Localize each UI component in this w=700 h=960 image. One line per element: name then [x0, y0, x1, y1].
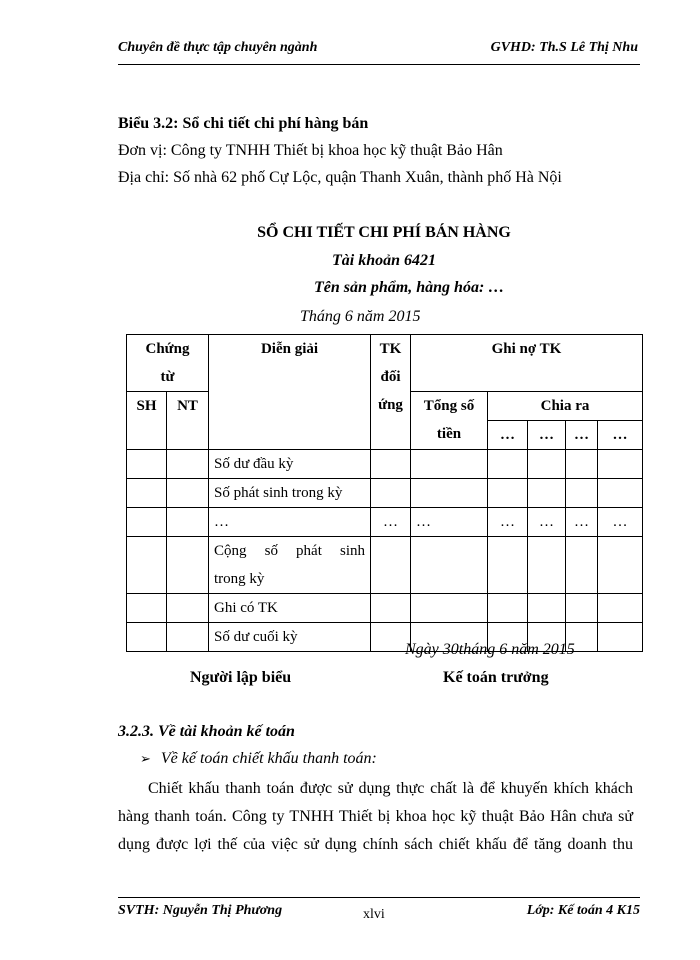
row-label: … — [209, 508, 371, 537]
table-row — [127, 450, 643, 479]
split-col-2: … — [528, 421, 566, 450]
signer-left: Người lập biểu — [190, 669, 292, 686]
footer-right: Lớp: Kế toán 4 K15 — [526, 903, 640, 918]
ledger-date: Ngày 30tháng 6 năm 2015 — [405, 641, 575, 658]
bullet-item: ➢ Về kế toán chiết khấu thanh toán: — [140, 750, 377, 767]
paragraph: Chiết khấu thanh toán được sử dụng thực chất là để khuyến khích khách hàng thanh toán. Công ty TNHH Thiết bị khoa học kỹ thuật Bảo Hân chưa sử dụng được lợi thế của việc sử dụng chính sách chiết khấu để tăng doanh thu — [118, 780, 633, 853]
row-label: Số dư đầu kỳ — [209, 450, 371, 479]
sh-header: SH — [127, 392, 167, 450]
total-header: Tổng số tiền — [411, 392, 488, 450]
row-label: Cộng số phát sinh trong kỳ — [209, 537, 371, 594]
ledger-table — [126, 334, 643, 652]
description-header: Diễn giải — [209, 335, 371, 450]
signer-right: Kế toán trưởng — [443, 669, 549, 686]
ledger-title: SỔ CHI TIẾT CHI PHÍ BÁN HÀNG — [257, 224, 511, 241]
ledger-account: Tài khoản 6421 — [331, 252, 436, 269]
header-rule — [118, 64, 640, 65]
ledger-period: Tháng 6 năm 2015 — [300, 308, 421, 325]
table-row — [127, 594, 643, 623]
contra-account-header: TK đối ứng — [371, 335, 411, 450]
nt-header: NT — [167, 392, 209, 450]
unit-line: Đơn vị: Công ty TNHH Thiết bị khoa học kỹ thuật Bảo Hân — [118, 142, 503, 159]
arrow-bullet-icon: ➢ — [140, 752, 151, 767]
page-number: xlvi — [363, 907, 385, 922]
header-right: GVHD: Th.S Lê Thị Nhu — [490, 40, 638, 55]
footer-left: SVTH: Nguyễn Thị Phương — [118, 903, 283, 918]
table-row: … … … … … … … — [127, 508, 643, 537]
row-label: Ghi có TK — [209, 594, 371, 623]
split-col-3: … — [566, 421, 598, 450]
voucher-header: Chứng từ — [127, 335, 209, 392]
ledger-product: Tên sản phẩm, hàng hóa: … — [314, 279, 505, 296]
split-col-1: … — [488, 421, 528, 450]
address-line: Địa chỉ: Số nhà 62 phố Cự Lộc, quận Thanh Xuân, thành phố Hà Nội — [118, 169, 562, 186]
table-row — [127, 479, 643, 508]
footer-rule — [118, 897, 640, 898]
split-header: Chia ra — [488, 392, 643, 421]
table-caption: Biểu 3.2: Sổ chi tiết chi phí hàng bán — [118, 115, 369, 132]
header-left: Chuyên đề thực tập chuyên ngành — [118, 40, 318, 55]
section-heading: 3.2.3. Về tài khoản kế toán — [118, 723, 295, 740]
debit-header: Ghi nợ TK — [411, 335, 643, 392]
row-label: Số phát sinh trong kỳ — [209, 479, 371, 508]
row-label: Số dư cuối kỳ — [209, 623, 371, 652]
split-col-4: … — [598, 421, 643, 450]
table-row — [127, 537, 643, 594]
